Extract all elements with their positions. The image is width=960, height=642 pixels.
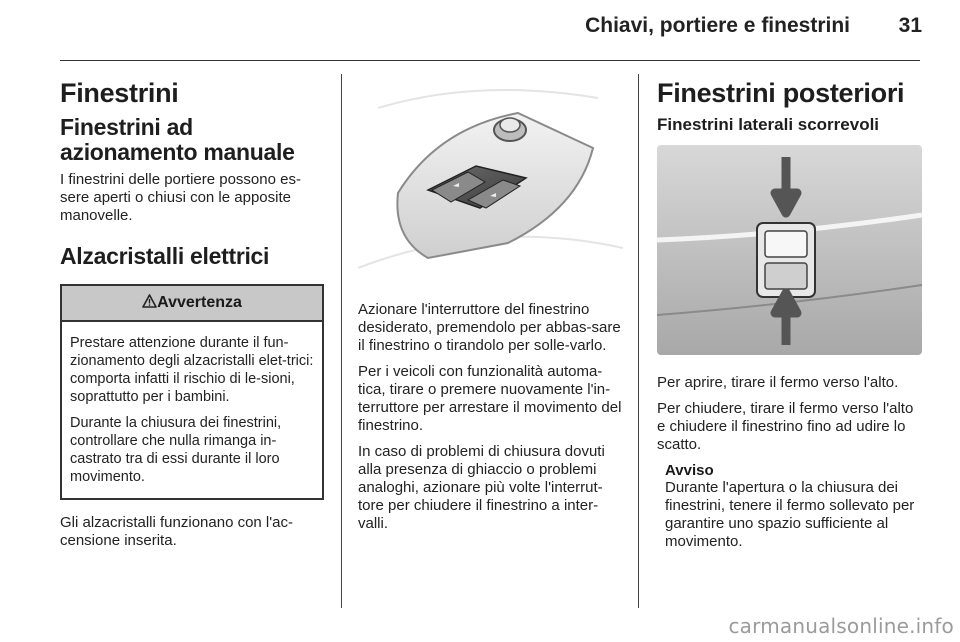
warning-heading: Avvertenza bbox=[157, 294, 242, 311]
window-switch-drawing bbox=[358, 68, 623, 290]
subsection-title-electric: Alzacristalli elettrici bbox=[60, 243, 270, 269]
column-divider-1 bbox=[341, 74, 342, 608]
paragraph-manual: I finestrini delle portiere possono es-sere aperti o chiusi con le apposite manovelle. bbox=[60, 171, 301, 224]
paragraph-close: Per chiudere, tirare il fermo verso l'alto e chiudere il finestrino fino ad udire lo scatto. bbox=[657, 400, 914, 453]
paragraph-automatic: Per i veicoli con funzionalità automa-tica, tirare o premere nuovamente l'in-terruttore per arrestare il movimento del finestrino. bbox=[358, 363, 622, 434]
subsection-title-sliding: Finestrini laterali scorrevoli bbox=[657, 115, 880, 134]
warning-body bbox=[62, 322, 322, 498]
watermark: carmanualsonline.info bbox=[728, 614, 954, 638]
warning-paragraph-2: Durante la chiusura dei finestrini, controllare che nulla rimanga in-castrato tra di essi durante il loro movimento. bbox=[70, 415, 282, 485]
window-switch-illustration bbox=[358, 68, 623, 295]
paragraph-operate-switch: Azionare l'interruttore del finestrino desiderato, premendolo per abbas-sare il finestrino o tirandolo per solle-varlo. bbox=[358, 301, 621, 354]
warning-paragraph-1: Prestare attenzione durante il fun-zionamento degli alzacristalli elet-trici: comporta infatti il rischio di le-sioni, soprattutto per i bambini. bbox=[70, 335, 314, 405]
column-divider-2 bbox=[638, 74, 639, 608]
note-label: Avviso bbox=[665, 462, 714, 479]
section-title-finestrini: Finestrini bbox=[60, 78, 179, 108]
paragraph-ice: In caso di problemi di chiusura dovuti alla presenza di ghiaccio o problemi analoghi, azionare più volte l'interrut-tore per chiudere il finestrino a inter-valli. bbox=[358, 443, 605, 532]
column-right bbox=[657, 68, 922, 559]
paragraph-ignition: Gli alzacristalli funzionano con l'ac-censione inserita. bbox=[60, 514, 293, 549]
warning-triangle-icon bbox=[142, 294, 157, 308]
subsection-title-manual: Finestrini ad azionamento manuale bbox=[60, 114, 295, 165]
section-title-rear-windows: Finestrini posteriori bbox=[657, 78, 905, 108]
page-number: 31 bbox=[898, 14, 922, 37]
column-left bbox=[60, 68, 325, 558]
warning-header bbox=[62, 286, 322, 322]
column-middle bbox=[358, 68, 623, 541]
warning-box bbox=[60, 284, 324, 500]
running-header-title: Chiavi, portiere e finestrini bbox=[585, 14, 850, 37]
page-header bbox=[0, 0, 960, 60]
paragraph-open: Per aprire, tirare il fermo verso l'alto. bbox=[657, 374, 899, 391]
header-rule bbox=[60, 60, 920, 61]
note-text: Durante l'apertura o la chiusura dei finestrini, tenere il fermo sollevato per garantire uno spazio sufficiente al movimento. bbox=[665, 479, 915, 550]
sliding-window-drawing bbox=[657, 145, 922, 355]
sliding-window-illustration bbox=[657, 145, 922, 360]
